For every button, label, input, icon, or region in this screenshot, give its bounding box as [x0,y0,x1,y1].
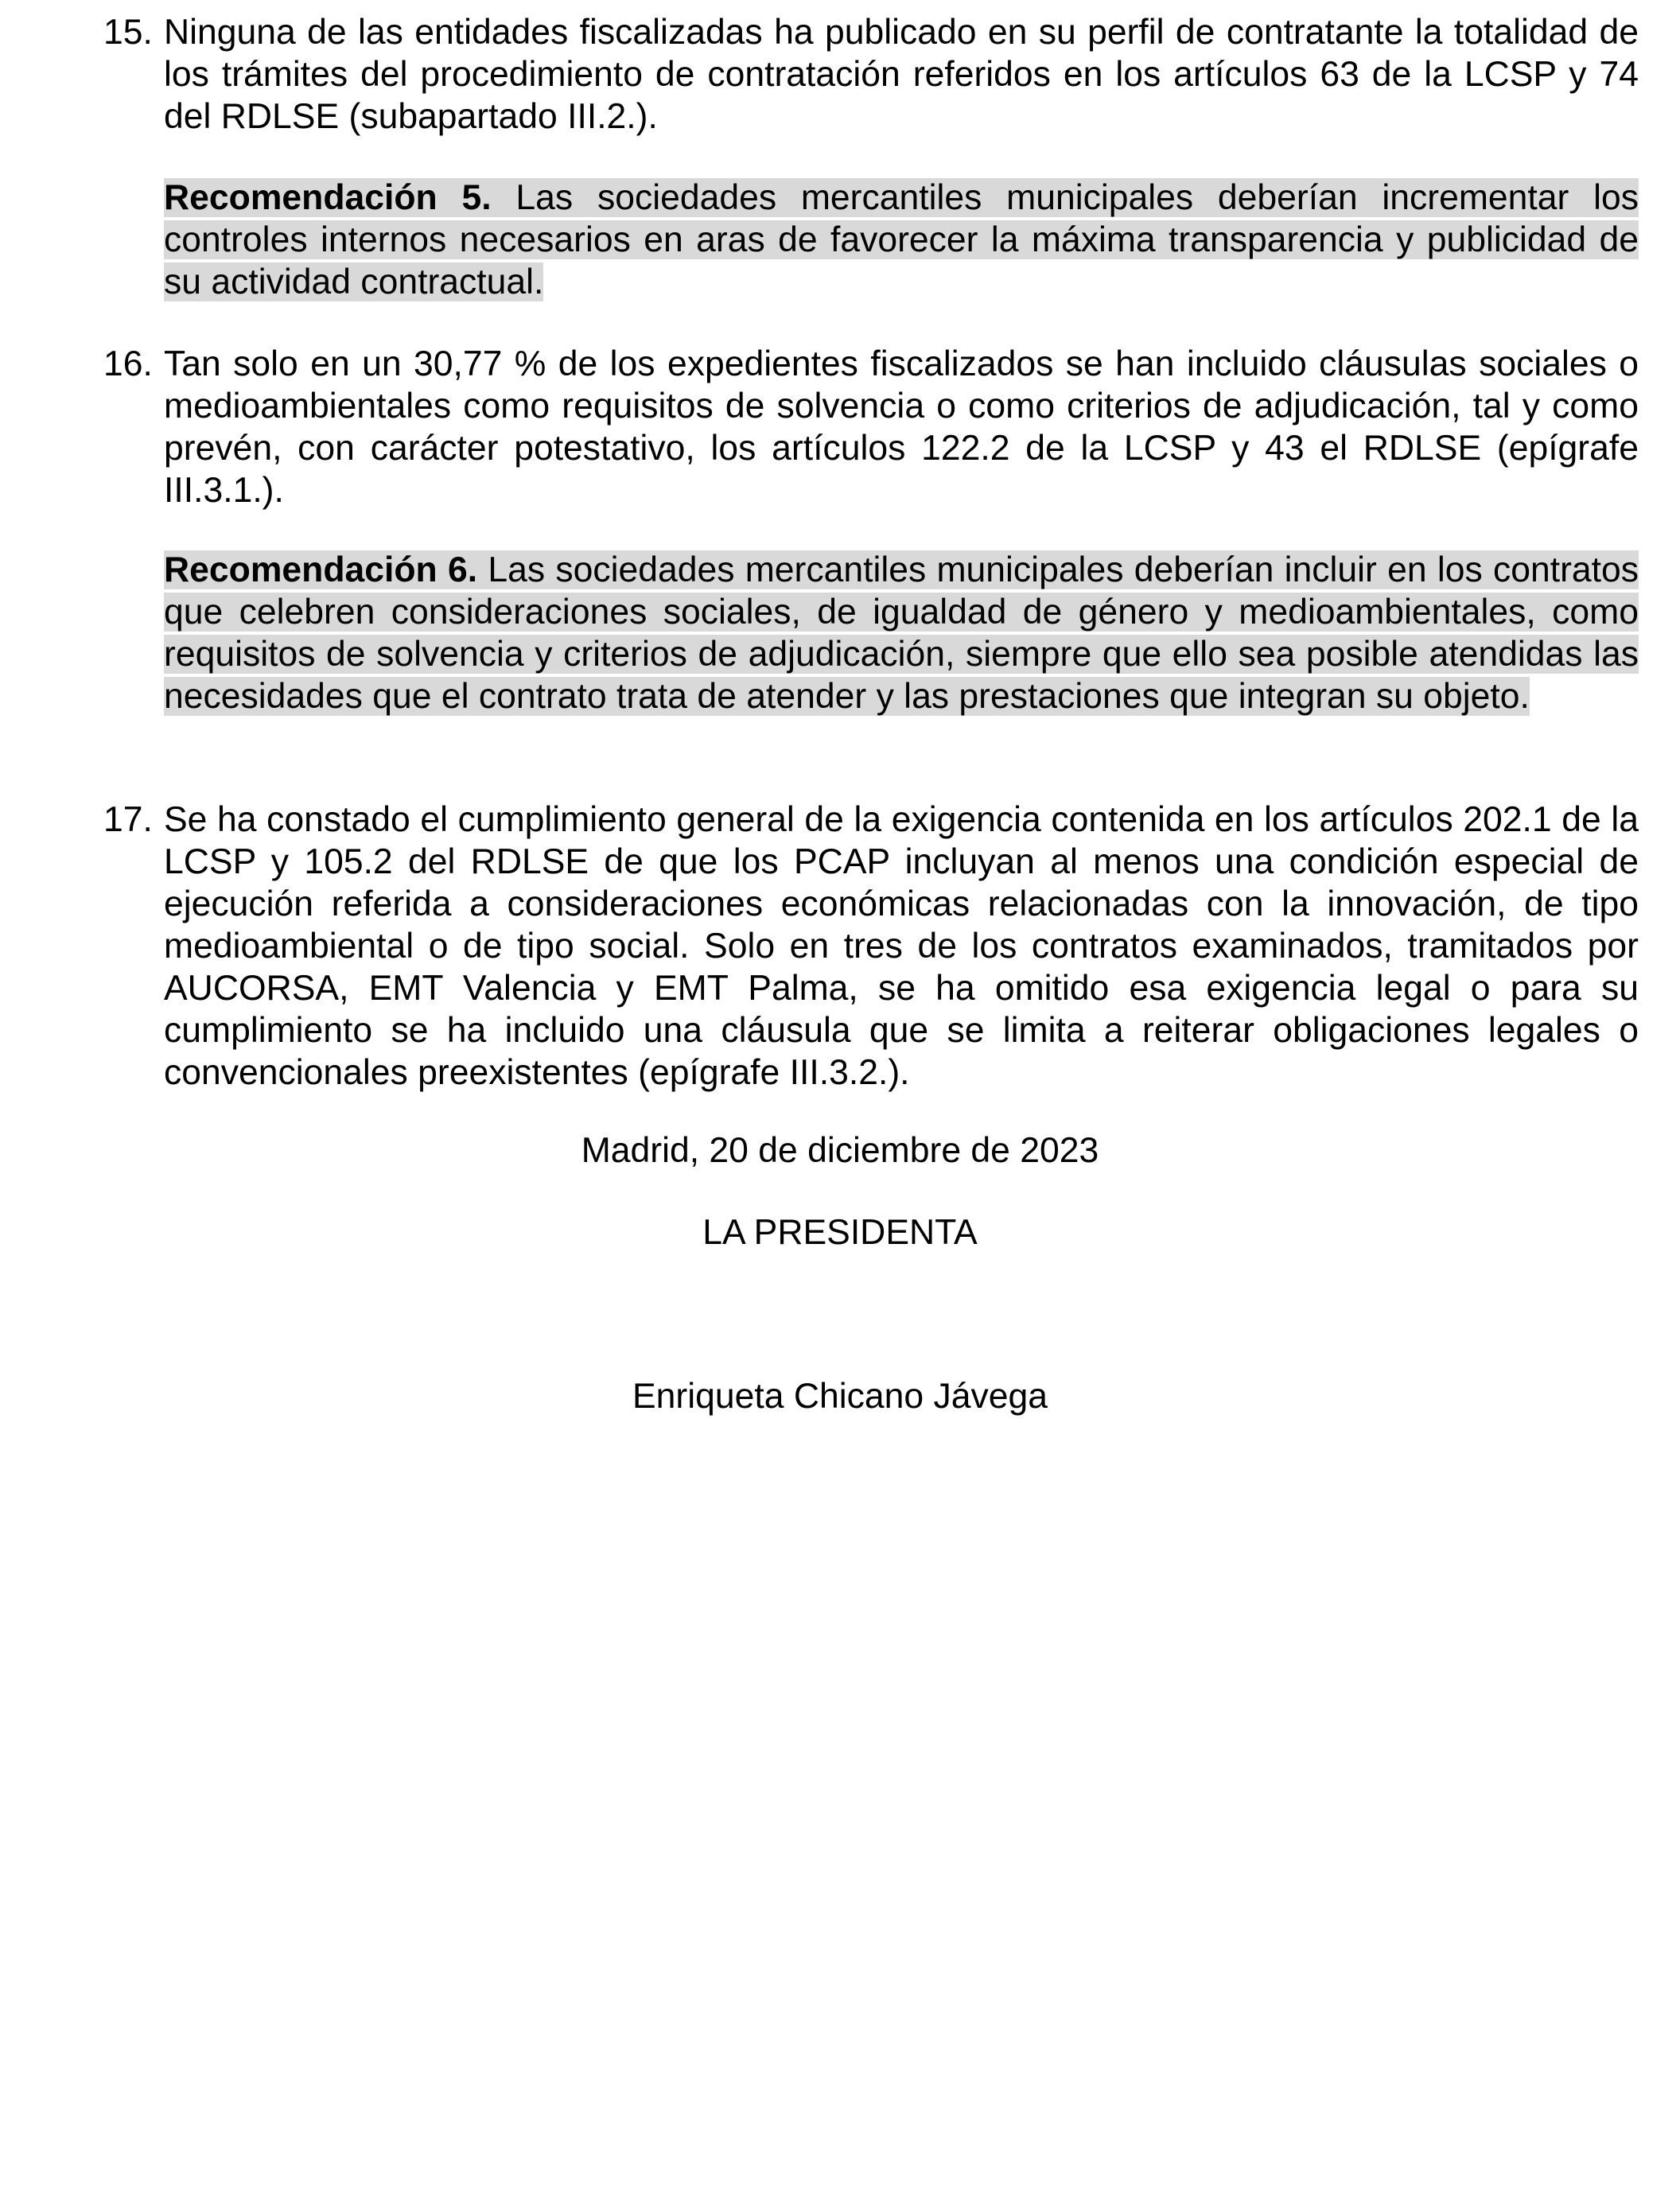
finding-text: Se ha constado el cumplimiento general de la exigencia contenida en los artículos 202.1 de la LCSP y 105.2 del RDLSE de que los PCAP incluyan al menos una condición especial de ejecución referida a consideraciones económicas relacionadas con la innovación, de tipo medioambiental o de tipo social. Solo en tres de los contratos examinados, tramitados por AUCORSA, EMT Valencia y EMT Palma, se ha omitido esa exigencia legal o para su cumplimiento se ha incluido una cláusula que se limita a reiterar obligaciones legales o convencionales preexistentes (epígrafe III.3.2.). [164,800,1639,1092]
finding-17 [103,799,1639,1094]
finding-number: 15. [103,13,153,52]
finding-15 [103,11,1639,138]
finding-text: Ninguna de las entidades fiscalizadas ha publicado en su perfil de contratante la totalidad de los trámites del procedimiento de contratación referidos en los artículos 63 de la LCSP y 74 del RDLSE (subapartado III.2.). [164,13,1639,136]
finding-number: 16. [103,344,153,383]
recommendation-6 [164,549,1639,717]
recommendation-5 [164,177,1639,303]
finding-text: Tan solo en un 30,77 % de los expedientes fiscalizados se han incluido cláusulas sociales o medioambientales como requisitos de solvencia o como criterios de adjudicación, tal y como prevén, con carácter potestativo, los artículos 122.2 de la LCSP y 43 el RDLSE (epígrafe III.3.1.). [164,344,1639,510]
recommendation-text: Las sociedades mercantiles municipales deberían incluir en los contratos que celebren consideraciones sociales, de igualdad de género y medioambientales, como requisitos de solvencia y criterios de adjudicación, siempre que ello sea posible atendidas las necesidades que el contrato trata de atender y las prestaciones que integran su objeto. [164,550,1639,716]
recommendation-text: Las sociedades mercantiles municipales deberían incrementar los controles internos necesarios en aras de favorecer la máxima transparencia y publicidad de su actividad contractual. [164,178,1639,301]
finding-number: 17. [103,800,153,839]
recommendation-label: Recomendación 5. [164,178,492,217]
signatory-title: LA PRESIDENTA [702,1213,978,1252]
signatory-name: Enriqueta Chicano Jávega [632,1377,1048,1416]
recommendation-label: Recomendación 6. [164,550,478,589]
finding-16 [103,343,1639,511]
place-date: Madrid, 20 de diciembre de 2023 [581,1131,1099,1170]
